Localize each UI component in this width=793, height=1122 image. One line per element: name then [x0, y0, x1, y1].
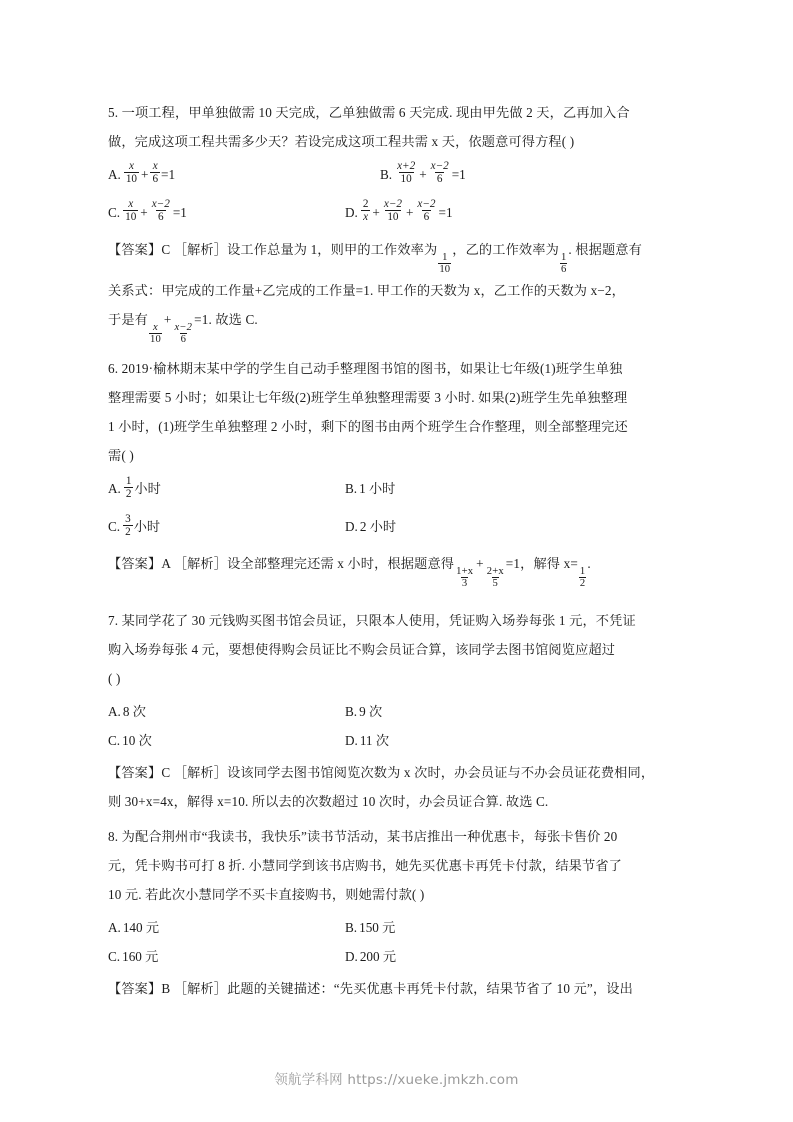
option-label: A.: [108, 920, 121, 936]
option-text: 1 小时: [359, 481, 396, 497]
plus-sign: +: [140, 205, 148, 220]
question-8-options-row-2: [108, 942, 680, 971]
option-text: 150 元: [359, 920, 396, 936]
question-5-options-row-1: [108, 156, 680, 194]
question-5-explanation: [108, 235, 680, 345]
option-text: 11 次: [359, 733, 390, 749]
explanation-line: 【答案】A ［解析］设全部整理完还需 x 小时，根据题意得 $\frac{1+x}{3}$ + $\frac{2+x}{5}$ =1，解得 x= $\frac{1}{2}$ .: [108, 556, 591, 590]
option-label: A.: [108, 481, 121, 497]
option-text: 200 元: [359, 949, 397, 965]
fraction: $\frac{x}{6}$: [152, 160, 159, 186]
fraction: $\frac{x}{10}$: [150, 321, 161, 345]
question-5-option-a[interactable]: [108, 156, 345, 194]
question-7-option-d[interactable]: [345, 726, 680, 755]
question-8-stem-line-1: 8. 为配合荆州市“我读书，我快乐”读书节活动，某书店推出一种优惠卡，每张卡售价 20: [108, 829, 618, 845]
fraction: $\frac{3}{2}$: [125, 512, 131, 538]
equation-tail: =1: [161, 167, 176, 182]
option-label: D.: [345, 519, 358, 535]
footer-watermark: 领航学科网 https://xueke.jmkzh.com: [274, 1072, 519, 1088]
question-7-option-b[interactable]: [345, 697, 680, 726]
option-text: 160 元: [122, 949, 159, 965]
option-label: C.: [108, 519, 121, 535]
question-6-stem-line-1: 6. 2019·榆林期末某中学的学生自己动手整理图书馆的图书，如果让七年级(1)班学生单独: [108, 361, 623, 377]
question-6-stem-line-2: 整理需要 5 小时；如果让七年级(2)班学生单独整理需要 3 小时. 如果(2)班学生先单独整理: [108, 390, 628, 406]
question-6: [108, 354, 680, 546]
question-8-option-b[interactable]: [345, 913, 680, 942]
question-8-options-row-1: [108, 913, 680, 942]
explanation-line: 【答案】C ［解析］设该同学去图书馆阅览次数为 x 次时，办会员证与不办会员证花费相同，: [108, 765, 655, 781]
option-label: A.: [108, 704, 121, 720]
fraction: $\frac{x-2}{10}$: [383, 198, 402, 224]
explanation-line: 于是有 $\frac{x}{10}$ + $\frac{x-2}{6}$ =1. 故选 C.: [108, 311, 258, 345]
fraction: $\frac{x+2}{10}$: [397, 160, 416, 186]
explanation-line: 【答案】B ［解析］此题的关键描述：“先买优惠卡再凭卡付款，结果节省了 10 元”，设出: [108, 981, 633, 997]
equation-tail: =1: [172, 205, 187, 220]
question-7-stem-line-3: ( ): [108, 671, 121, 687]
option-label: B.: [345, 704, 358, 720]
question-6-options-row-1: [108, 470, 680, 508]
option-label: C.: [108, 949, 121, 965]
question-5: [108, 98, 680, 232]
plus-sign: +: [405, 205, 414, 220]
question-6-stem-line-4: 需( ): [108, 448, 134, 464]
fraction: $\frac{x-2}{6}$: [417, 198, 436, 224]
question-6-option-d[interactable]: [345, 508, 680, 546]
question-7-stem-line-2: 购入场券每张 4 元，要想使得购会员证比不购会员证合算，该同学去图书馆阅览应超过: [108, 642, 616, 658]
question-8-option-d[interactable]: [345, 942, 680, 971]
option-label: D.: [345, 733, 358, 749]
question-5-stem-line-1: 5. 一项工程，甲单独做需 10 天完成，乙单独做需 6 天完成. 现由甲先做 2 天，乙再加入合: [108, 105, 630, 120]
question-6-options-row-2: [108, 508, 680, 546]
option-label: B.: [380, 167, 393, 182]
option-text: 2 小时: [359, 519, 397, 535]
option-text: 140 元: [122, 920, 160, 936]
plus-sign: +: [141, 167, 149, 182]
fraction: $\frac{1}{2}$: [125, 474, 132, 500]
option-text: 10 次: [122, 733, 152, 749]
fraction: $\frac{x-2}{6}$: [151, 198, 170, 224]
question-8-stem-line-2: 元，凭卡购书可打 8 折. 小慧同学到该书店购书，她先买优惠卡再凭卡付款，结果节省了: [108, 858, 623, 874]
equation-tail: =1: [438, 205, 453, 220]
option-label: A.: [108, 167, 121, 182]
fraction: $\frac{2}{x}$: [362, 198, 369, 224]
plus-sign: +: [372, 205, 380, 220]
plus-sign: +: [163, 311, 172, 327]
question-6-explanation: [108, 549, 680, 590]
question-7-option-c[interactable]: [108, 726, 345, 755]
question-7-options-row-1: [108, 697, 680, 726]
fraction: $\frac{x-2}{6}$: [430, 160, 449, 186]
question-5-option-b[interactable]: [345, 156, 680, 194]
question-6-stem-line-3: 1 小时，(1)班学生单独整理 2 小时，剩下的图书由两个班学生合作整理，则全部整理完还: [108, 419, 628, 435]
option-text: 8 次: [122, 704, 146, 720]
question-5-option-d[interactable]: [345, 194, 680, 232]
question-8: [108, 822, 680, 971]
question-7: [108, 606, 680, 755]
question-5-stem-line-2: 做，完成这项工程共需多少天？若设完成这项工程共需 x 天，依题意可得方程( ): [108, 134, 575, 149]
option-label: B.: [345, 481, 358, 497]
explanation-line: 【答案】C ［解析］设工作总量为 1，则甲的工作效率为 $\frac{1}{10}$ ，乙的工作效率为 $\frac{1}{6}$ . 根据题意有: [108, 242, 642, 276]
question-6-option-a[interactable]: [108, 470, 345, 508]
worksheet-page: [108, 96, 680, 1003]
option-label: C.: [108, 205, 121, 220]
question-6-option-b[interactable]: [345, 470, 680, 508]
explanation-line: 关系式：甲完成的工作量+乙完成的工作量=1. 甲工作的天数为 x，乙工作的天数为 x−2，: [108, 282, 625, 298]
plus-sign: +: [476, 556, 484, 572]
question-8-option-c[interactable]: [108, 942, 345, 971]
question-8-stem-line-3: 10 元. 若此次小慧同学不买卡直接购书，则她需付款( ): [108, 887, 425, 903]
fraction: $\frac{1}{2}$: [579, 566, 586, 590]
option-label: D.: [345, 949, 358, 965]
option-label: D.: [345, 205, 358, 220]
fraction: $\frac{x}{10}$: [125, 160, 138, 186]
option-label: B.: [345, 920, 358, 936]
question-8-explanation: [108, 974, 680, 1003]
fraction: $\frac{1+x}{3}$: [456, 566, 474, 590]
option-text: 9 次: [359, 704, 383, 720]
option-label: C.: [108, 733, 121, 749]
question-7-stem-line-1: 7. 某同学花了 30 元钱购买图书馆会员证，只限本人使用，凭证购入场券每张 1 元，不凭证: [108, 613, 636, 629]
fraction: $\frac{1}{10}$: [439, 251, 451, 276]
equation-tail: =1: [451, 167, 466, 182]
option-unit: 小时: [133, 519, 161, 535]
fraction: $\frac{x-2}{6}$: [174, 321, 193, 345]
fraction: $\frac{1}{6}$: [560, 251, 567, 276]
question-7-options-row-2: [108, 726, 680, 755]
question-7-explanation: [108, 758, 680, 816]
question-5-option-c[interactable]: [108, 194, 345, 232]
fraction: $\frac{x}{10}$: [125, 198, 137, 224]
explanation-line: 则 30+x=4x，解得 x=10. 所以去的次数超过 10 次时，办会员证合算. 故选 C.: [108, 794, 549, 810]
plus-sign: +: [419, 167, 427, 182]
fraction: $\frac{2+x}{5}$: [486, 566, 504, 590]
question-6-option-c[interactable]: [108, 508, 345, 546]
question-8-option-a[interactable]: [108, 913, 345, 942]
question-7-option-a[interactable]: [108, 697, 345, 726]
question-5-options-row-2: [108, 194, 680, 232]
option-unit: 小时: [134, 481, 161, 497]
